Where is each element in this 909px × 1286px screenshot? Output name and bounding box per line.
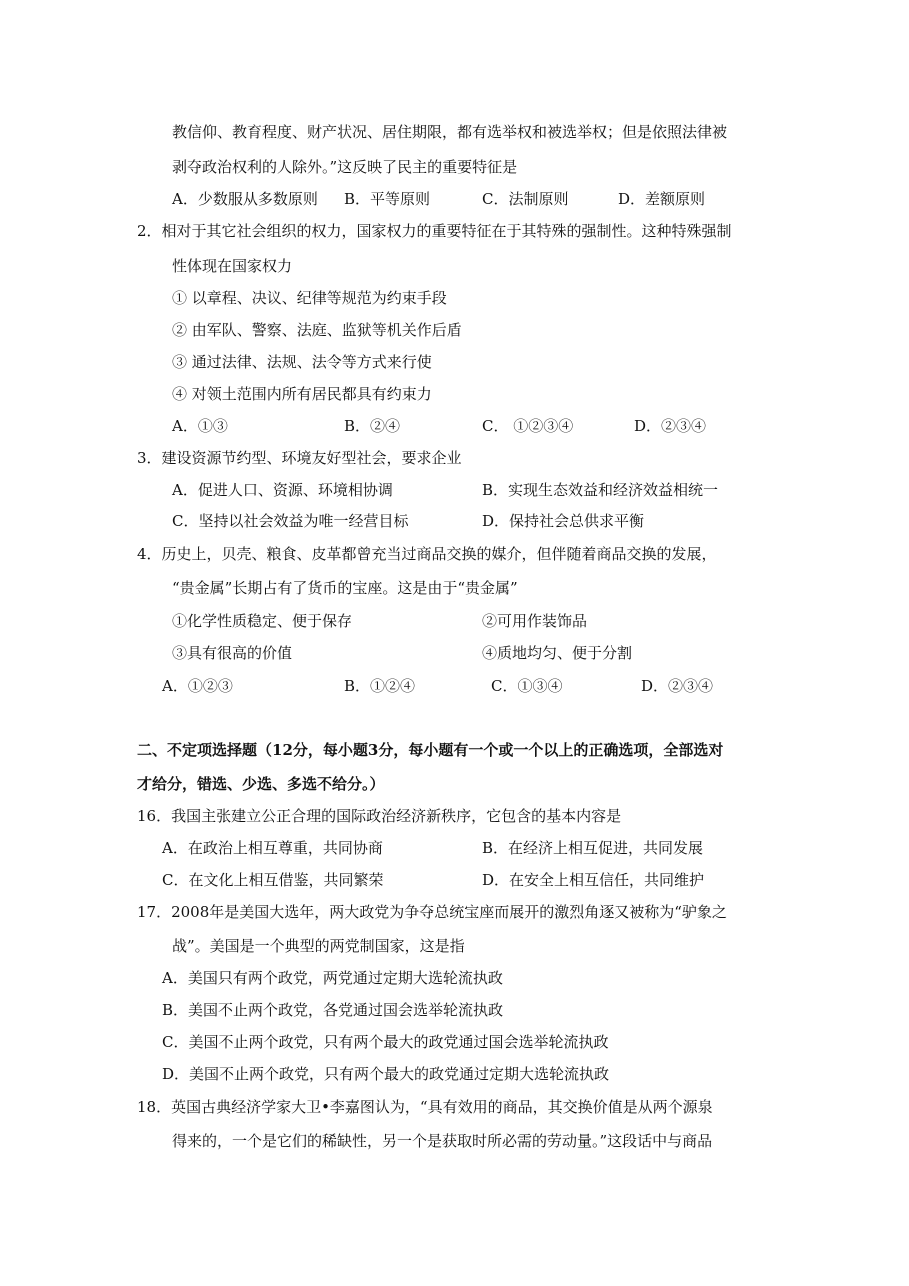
q3-option-d: D．保持社会总供求平衡 xyxy=(482,512,645,530)
q17-stem-line-1: 17．2008年是美国大选年，两大政党为争夺总统宝座而展开的激烈角逐又被称为“驴象之 xyxy=(137,903,727,921)
q16-option-a: A．在政治上相互尊重，共同协商 xyxy=(162,839,383,857)
q1-stem-line-1: 教信仰、教育程度、财产状况、居住期限，都有选举权和被选举权；但是依照法律被 xyxy=(172,123,728,141)
q17-option-a: A．美国只有两个政党，两党通过定期大选轮流执政 xyxy=(162,969,503,987)
section-2-heading-line-1: 二、不定项选择题（12分，每小题3分，每小题有一个或一个以上的正确选项，全部选对 xyxy=(137,741,724,759)
q1-option-d: D．差额原则 xyxy=(618,190,706,208)
q18-stem-line-1: 18．英国古典经济学家大卫•李嘉图认为，“具有效用的商品，其交换价值是从两个源泉 xyxy=(137,1098,713,1116)
q4-option-c: C．①③④ xyxy=(491,677,563,695)
q1-option-c: C．法制原则 xyxy=(482,190,569,208)
q2-statement-3: ③ 通过法律、法规、法令等方式来行使 xyxy=(172,353,432,371)
q17-stem-line-2: 战”。美国是一个典型的两党制国家，这是指 xyxy=(172,937,465,955)
q2-stem-line-2: 性体现在国家权力 xyxy=(172,257,293,275)
q16-option-c: C．在文化上相互借鉴，共同繁荣 xyxy=(162,871,384,889)
q4-statement-1: ①化学性质稳定、便于保存 xyxy=(172,612,353,630)
q16-option-d: D．在安全上相互信任，共同维护 xyxy=(482,871,705,889)
q4-stem-line-1: 4．历史上，贝壳、粮食、皮革都曾充当过商品交换的媒介，但伴随着商品交换的发展， xyxy=(137,545,717,563)
q4-statement-3: ③具有很高的价值 xyxy=(172,644,293,662)
q17-option-b: B．美国不止两个政党，各党通过国会选举轮流执政 xyxy=(162,1001,504,1019)
q2-option-a: A．①③ xyxy=(172,417,228,435)
q1-option-b: B．平等原则 xyxy=(344,190,431,208)
q2-statement-4: ④ 对领土范围内所有居民都具有约束力 xyxy=(172,385,432,403)
q3-stem: 3．建设资源节约型、环境友好型社会，要求企业 xyxy=(137,449,462,467)
q2-stem-line-1: 2．相对于其它社会组织的权力，国家权力的重要特征在于其特殊的强制性。这种特殊强制 xyxy=(137,222,732,240)
q2-option-b: B．②④ xyxy=(344,417,401,435)
q4-option-a: A．①②③ xyxy=(162,677,233,695)
q4-stem-line-2: “贵金属”长期占有了货币的宝座。这是由于“贵金属” xyxy=(172,579,518,597)
q16-stem: 16．我国主张建立公正合理的国际政治经济新秩序，它包含的基本内容是 xyxy=(137,807,622,825)
q3-option-c: C．坚持以社会效益为唯一经营目标 xyxy=(172,512,409,530)
q3-option-a: A．促进人口、资源、环境相协调 xyxy=(172,481,393,499)
q4-option-b: B．①②④ xyxy=(344,677,416,695)
q17-option-c: C．美国不止两个政党，只有两个最大的政党通过国会选举轮流执政 xyxy=(162,1033,609,1051)
q17-option-d: D．美国不止两个政党，只有两个最大的政党通过定期大选轮流执政 xyxy=(162,1065,610,1083)
q2-option-d: D．②③④ xyxy=(634,417,707,435)
q2-statement-2: ② 由军队、警察、法庭、监狱等机关作后盾 xyxy=(172,321,462,339)
q1-stem-line-2: 剥夺政治权利的人除外。”这反映了民主的重要特征是 xyxy=(172,158,518,176)
section-2-heading-line-2: 才给分，错选、少选、多选不给分。） xyxy=(137,775,385,793)
q1-option-a: A．少数服从多数原则 xyxy=(172,190,318,208)
q4-statement-2: ②可用作装饰品 xyxy=(482,612,588,630)
q2-statement-1: ① 以章程、决议、纪律等规范为约束手段 xyxy=(172,289,447,307)
q16-option-b: B．在经济上相互促进，共同发展 xyxy=(482,839,704,857)
q3-option-b: B．实现生态效益和经济效益相统一 xyxy=(482,481,719,499)
q18-stem-line-2: 得来的，一个是它们的稀缺性，另一个是获取时所必需的劳动量。”这段话中与商品 xyxy=(172,1132,713,1150)
q4-statement-4: ④质地均匀、便于分割 xyxy=(482,644,633,662)
q2-option-c: C． ①②③④ xyxy=(482,417,574,435)
q4-option-d: D．②③④ xyxy=(641,677,714,695)
